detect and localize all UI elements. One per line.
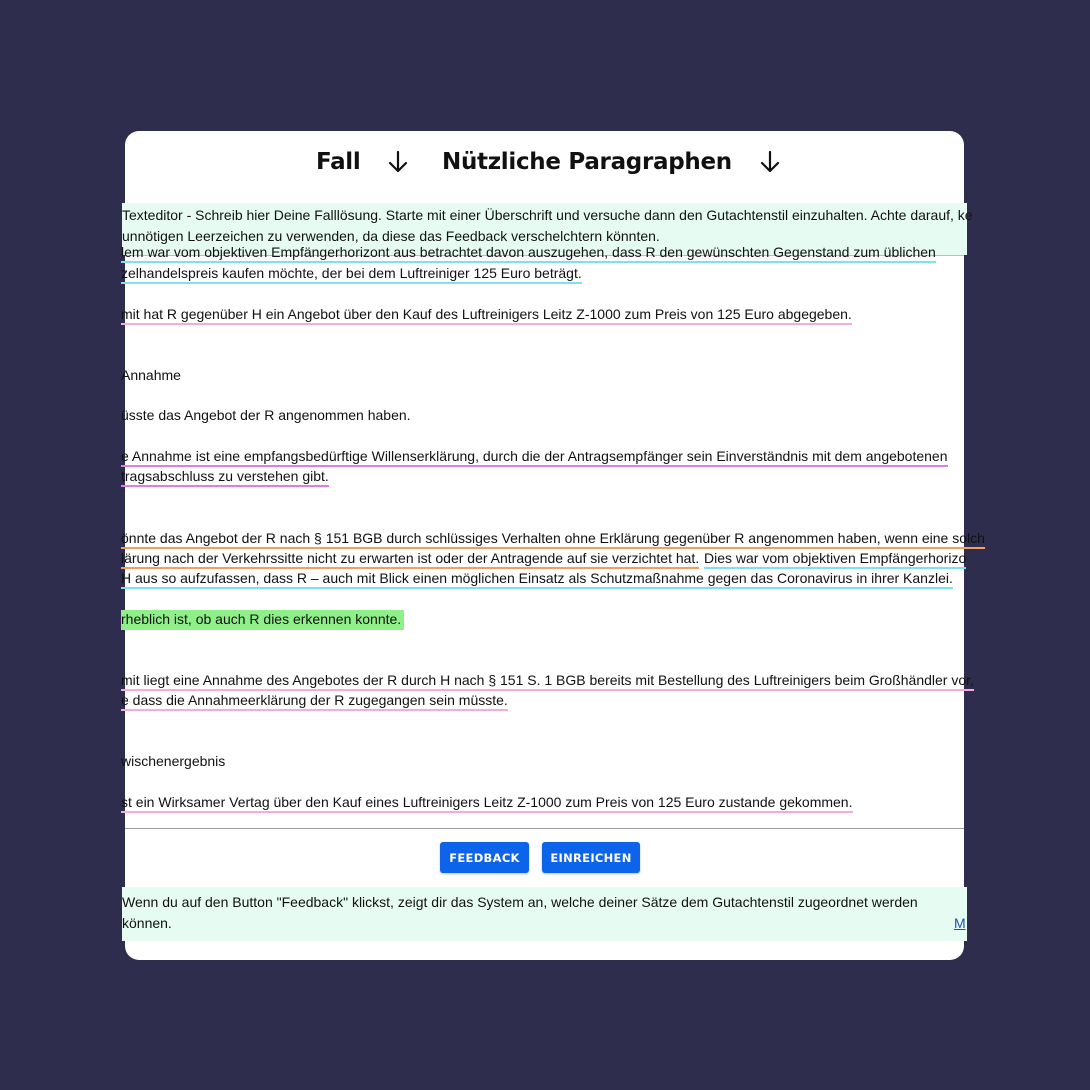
editor-line[interactable]: st ein Wirksamer Vertag über den Kauf eines Luftreinigers Leitz Z-1000 zum Preis von 125 Euro zustande gekommen. <box>121 793 853 813</box>
editor-line[interactable]: üsste das Angebot der R angenommen haben. <box>121 407 411 423</box>
header <box>125 131 964 193</box>
editor-line[interactable]: e Annahme ist eine empfangsbedürftige Willenserklärung, durch die der Antragsempfänger sein Einverständnis mit dem angebotenen <box>121 447 948 467</box>
feedback-button[interactable]: FEEDBACK <box>440 842 529 873</box>
case-toggle[interactable] <box>316 149 408 175</box>
paragraphs-toggle[interactable] <box>442 149 780 175</box>
main-card <box>121 131 985 960</box>
editor-line[interactable]: lärung nach der Verkehrssitte nicht zu erwarten ist oder der Antragende auf sie verzichtet hat. <box>121 549 699 569</box>
arrow-down-icon <box>388 151 408 173</box>
editor-line[interactable]: zelhandelspreis kaufen möchte, der bei dem Luftreiniger 125 Euro beträgt. <box>121 264 582 284</box>
instructions-line: unnötigen Leerzeichen zu verwenden, da diese das Feedback verschelchtern könnten. <box>122 228 660 244</box>
text-editor[interactable] <box>121 244 985 829</box>
instructions-line: Texteditor - Schreib hier Deine Falllösung. Starte mit einer Überschrift und versuche dann den Gutachtenstil einzuhalten. Achte darauf, ke <box>122 207 973 223</box>
case-label: Fall <box>316 149 361 175</box>
action-bar <box>125 841 964 875</box>
feedback-info <box>122 887 967 941</box>
editor-line[interactable]: tragsabschluss zu verstehen gibt. <box>121 467 329 487</box>
editor-heading[interactable]: Annahme <box>121 367 181 383</box>
editor-line-highlighted[interactable]: rheblich ist, ob auch R dies erkennen konnte. <box>121 610 404 630</box>
editor-line[interactable]: lem war vom objektiven Empfängerhorizont aus betrachtet davon auszugehen, dass R den gewünschten Gegenstand zum üblichen <box>121 243 936 263</box>
submit-button[interactable]: EINREICHEN <box>542 842 640 873</box>
info-line: können. <box>122 915 172 931</box>
editor-line[interactable]: e dass die Annahmeerklärung der R zugegangen sein müsste. <box>121 691 508 711</box>
editor-line[interactable]: mit liegt eine Annahme des Angebotes der R durch H nach § 151 S. 1 BGB bereits mit Bestellung des Luftreinigers beim Großhändler vor, <box>121 671 974 691</box>
editor-line[interactable]: mit hat R gegenüber H ein Angebot über den Kauf des Luftreinigers Leitz Z-1000 zum Preis von 125 Euro abgegeben. <box>121 305 852 325</box>
editor-line[interactable]: H aus so aufzufassen, dass R – auch mit Blick einen möglichen Einsatz als Schutzmaßnahme gegen das Coronavirus in ihrer Kanzlei. <box>121 569 953 589</box>
editor-line[interactable]: önnte das Angebot der R nach § 151 BGB durch schlüssiges Verhalten ohne Erklärung gegenüber R angenommen haben, wenn eine solch <box>121 529 985 549</box>
info-link[interactable]: M <box>954 915 966 931</box>
editor-line[interactable]: Dies war vom objektiven Empfängerhorizo <box>704 549 966 569</box>
editor-heading[interactable]: wischenergebnis <box>121 753 226 769</box>
paragraphs-label: Nützliche Paragraphen <box>442 149 732 175</box>
info-line: Wenn du auf den Button "Feedback" klickst, zeigt dir das System an, welche deiner Sätze dem Gutachtenstil zugeordnet werden <box>122 894 918 910</box>
arrow-down-icon <box>760 151 780 173</box>
